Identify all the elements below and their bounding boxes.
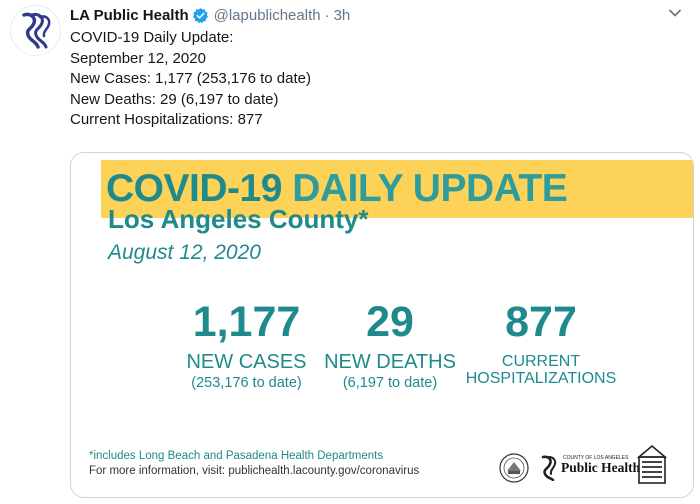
tweet-text-line: New Deaths: 29 (6,197 to date)	[70, 90, 279, 108]
tweet-text-line: Current Hospitalizations: 877	[70, 111, 263, 128]
tweet	[70, 4, 690, 131]
separator-dot: ·	[324, 6, 330, 24]
tweet-header	[70, 4, 690, 26]
stat-label: HOSPITALIZATIONS	[465, 370, 617, 387]
more-options-chevron-down-icon[interactable]	[668, 6, 682, 25]
card-date: August 12, 2020	[108, 241, 261, 264]
profile-avatar[interactable]	[10, 5, 61, 56]
stat-label: NEW DEATHS	[324, 351, 456, 373]
tweet-text-line: New Cases: 1,177 (253,176 to date)	[70, 70, 311, 87]
banner-title-strong: COVID-19	[106, 167, 282, 210]
user-handle[interactable]: @lapublichealth	[213, 6, 321, 24]
stay-home-badge-icon	[635, 443, 669, 487]
county-title: Los Angeles County*	[108, 204, 369, 234]
stat-label: CURRENT	[501, 353, 581, 370]
tweet-text-line: September 12, 2020	[70, 49, 206, 67]
verified-badge-icon	[192, 7, 209, 24]
stat-number: 877	[505, 298, 577, 346]
tweet-image-card[interactable]	[70, 152, 694, 498]
tweet-text	[70, 28, 690, 131]
stat-current-hospitalizations	[456, 298, 626, 387]
tweet-timestamp[interactable]: 3h	[333, 6, 351, 24]
la-county-logo-icon	[16, 11, 56, 51]
stat-new-cases	[159, 298, 334, 393]
public-health-logo-icon	[539, 455, 559, 481]
stat-new-deaths	[315, 298, 465, 393]
tweet-text-line: COVID-19 Daily Update:	[70, 29, 234, 46]
display-name[interactable]: LA Public Health	[70, 6, 189, 24]
county-seal-icon	[499, 453, 529, 483]
public-health-logo-small-text: COUNTY OF LOS ANGELES	[563, 455, 629, 461]
stat-sub: (253,176 to date)	[191, 375, 302, 391]
stat-number: 29	[366, 298, 414, 346]
more-info-text: For more information, visit: publichealth.lacounty.gov/coronavirus	[89, 465, 420, 477]
footnote: *includes Long Beach and Pasadena Health Departments	[89, 450, 384, 462]
public-health-logo-text: Public Health	[561, 460, 641, 475]
stat-sub: (6,197 to date)	[342, 375, 438, 391]
stat-label: NEW CASES	[186, 351, 307, 373]
banner-title-light: DAILY UPDATE	[281, 167, 568, 210]
stat-number: 1,177	[192, 298, 301, 346]
